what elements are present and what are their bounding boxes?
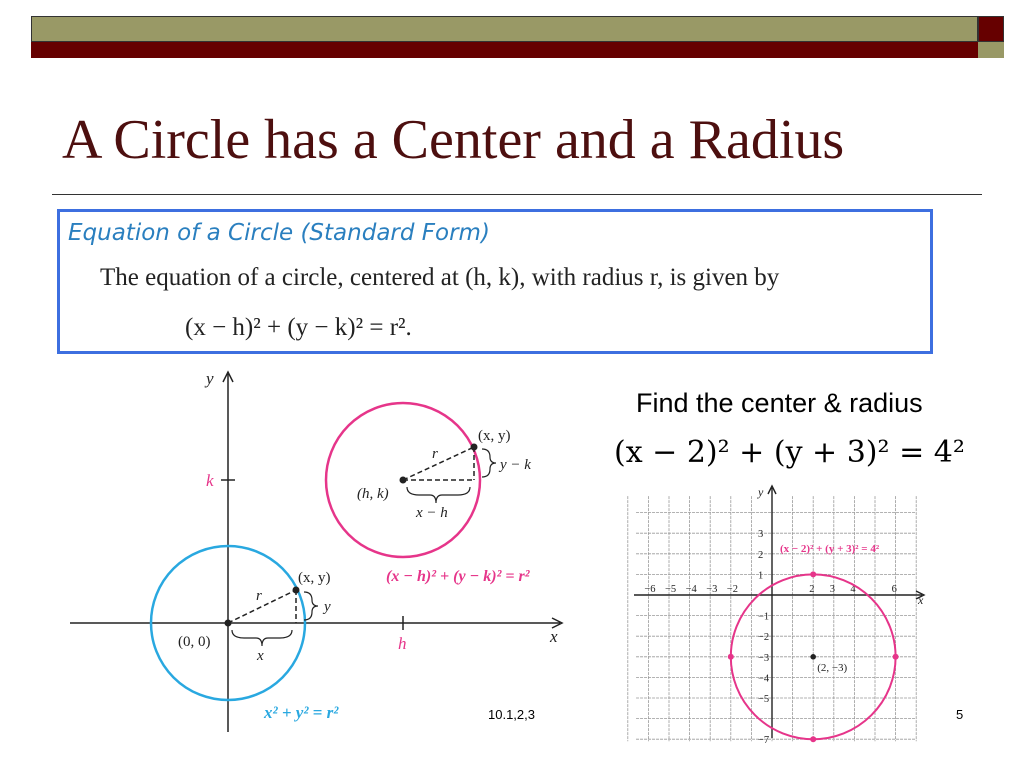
grid-circle-point [893,654,899,660]
h-label: h [398,634,407,653]
x-axis-label: x [550,627,558,646]
page-number: 5 [956,707,964,722]
grid-y-tick-label: −2 [758,632,770,644]
xh-brace [407,487,470,503]
grid-x-tick-label: −4 [685,584,697,595]
grid-y-tick-label: 2 [758,549,764,561]
x-brace [232,630,292,646]
general-equation: (x − h)² + (y − k)² = r² [386,568,530,585]
r-label-shifted: r [432,446,438,462]
origin-radius [228,590,296,623]
grid-diagram [620,480,940,747]
grid-circle-point [810,571,816,577]
header-corner-maroon [978,16,1004,42]
xh-label: x − h [416,505,448,521]
yk-label: y − k [500,457,531,473]
grid-y-tick-label: −1 [758,611,770,623]
grid-x-label: x [918,593,924,607]
grid-y-tick-label: −3 [758,652,770,664]
grid-circle-point [810,736,816,742]
grid-center-label: (2, −3) [817,661,848,674]
header-corner-olive [978,42,1004,58]
grid-x-tick-label: 2 [809,584,815,595]
circle-diagram [60,362,610,732]
grid-x-tick-label: 3 [829,584,836,595]
definition-box [57,209,933,354]
center-point [400,477,407,484]
grid-center-point [810,654,816,660]
footer-section-label: 10.1,2,3 [488,707,535,722]
grid-y-tick-label: −7 [758,735,770,747]
grid-y-tick-label: −4 [758,673,770,685]
slide-title: A Circle has a Center and a Radius [62,109,845,171]
yk-brace [482,449,496,477]
center-label: (h, k) [357,486,389,502]
grid-x-tick-label: 4 [850,584,856,595]
problem-prompt: Find the center & radius [636,388,923,418]
grid-x-tick-label: −3 [706,584,718,595]
point-label-shifted: (x, y) [478,428,511,444]
k-label: k [206,471,214,490]
origin-circle-point [293,587,300,594]
grid-y-tick-label: −5 [758,694,770,705]
grid-x-tick-label: −6 [644,584,656,595]
problem-equation: (x − 2)² + (y + 3)² = 4² [614,435,965,470]
shifted-radius [403,447,474,480]
grid-x-tick-label: −2 [726,584,738,595]
header-bar-olive [31,16,978,42]
definition-heading: Equation of a Circle (Standard Form) [68,220,490,246]
grid-y-ticks [758,529,770,746]
y-brace [304,592,318,620]
grid-x-tick-label: 6 [891,584,897,595]
y-axis-label: y [206,369,214,388]
definition-text: The equation of a circle, centered at (h, k), with radius r, is given by [100,264,780,291]
shifted-circle-point [471,444,478,451]
grid-y-label: y [758,485,764,499]
grid-equation-label: (x − 2)² + (y + 3)² = 4² [780,543,880,555]
point-label-origin: (x, y) [298,570,331,586]
definition-equation: (x − h)² + (y − k)² = r². [185,314,412,341]
origin-point [225,620,232,627]
x-leg-label: x [257,648,264,664]
grid-x-tick-label: −5 [665,584,677,595]
grid-y-tick-label: 3 [758,529,764,541]
grid-circle-point [728,654,734,660]
y-leg-label: y [324,599,331,615]
title-divider [52,194,982,195]
origin-equation: x² + y² = r² [264,703,339,722]
grid-y-tick-label: 1 [758,570,764,582]
r-label-origin: r [256,588,262,604]
header-bar-maroon [31,42,978,58]
origin-label: (0, 0) [178,634,211,650]
